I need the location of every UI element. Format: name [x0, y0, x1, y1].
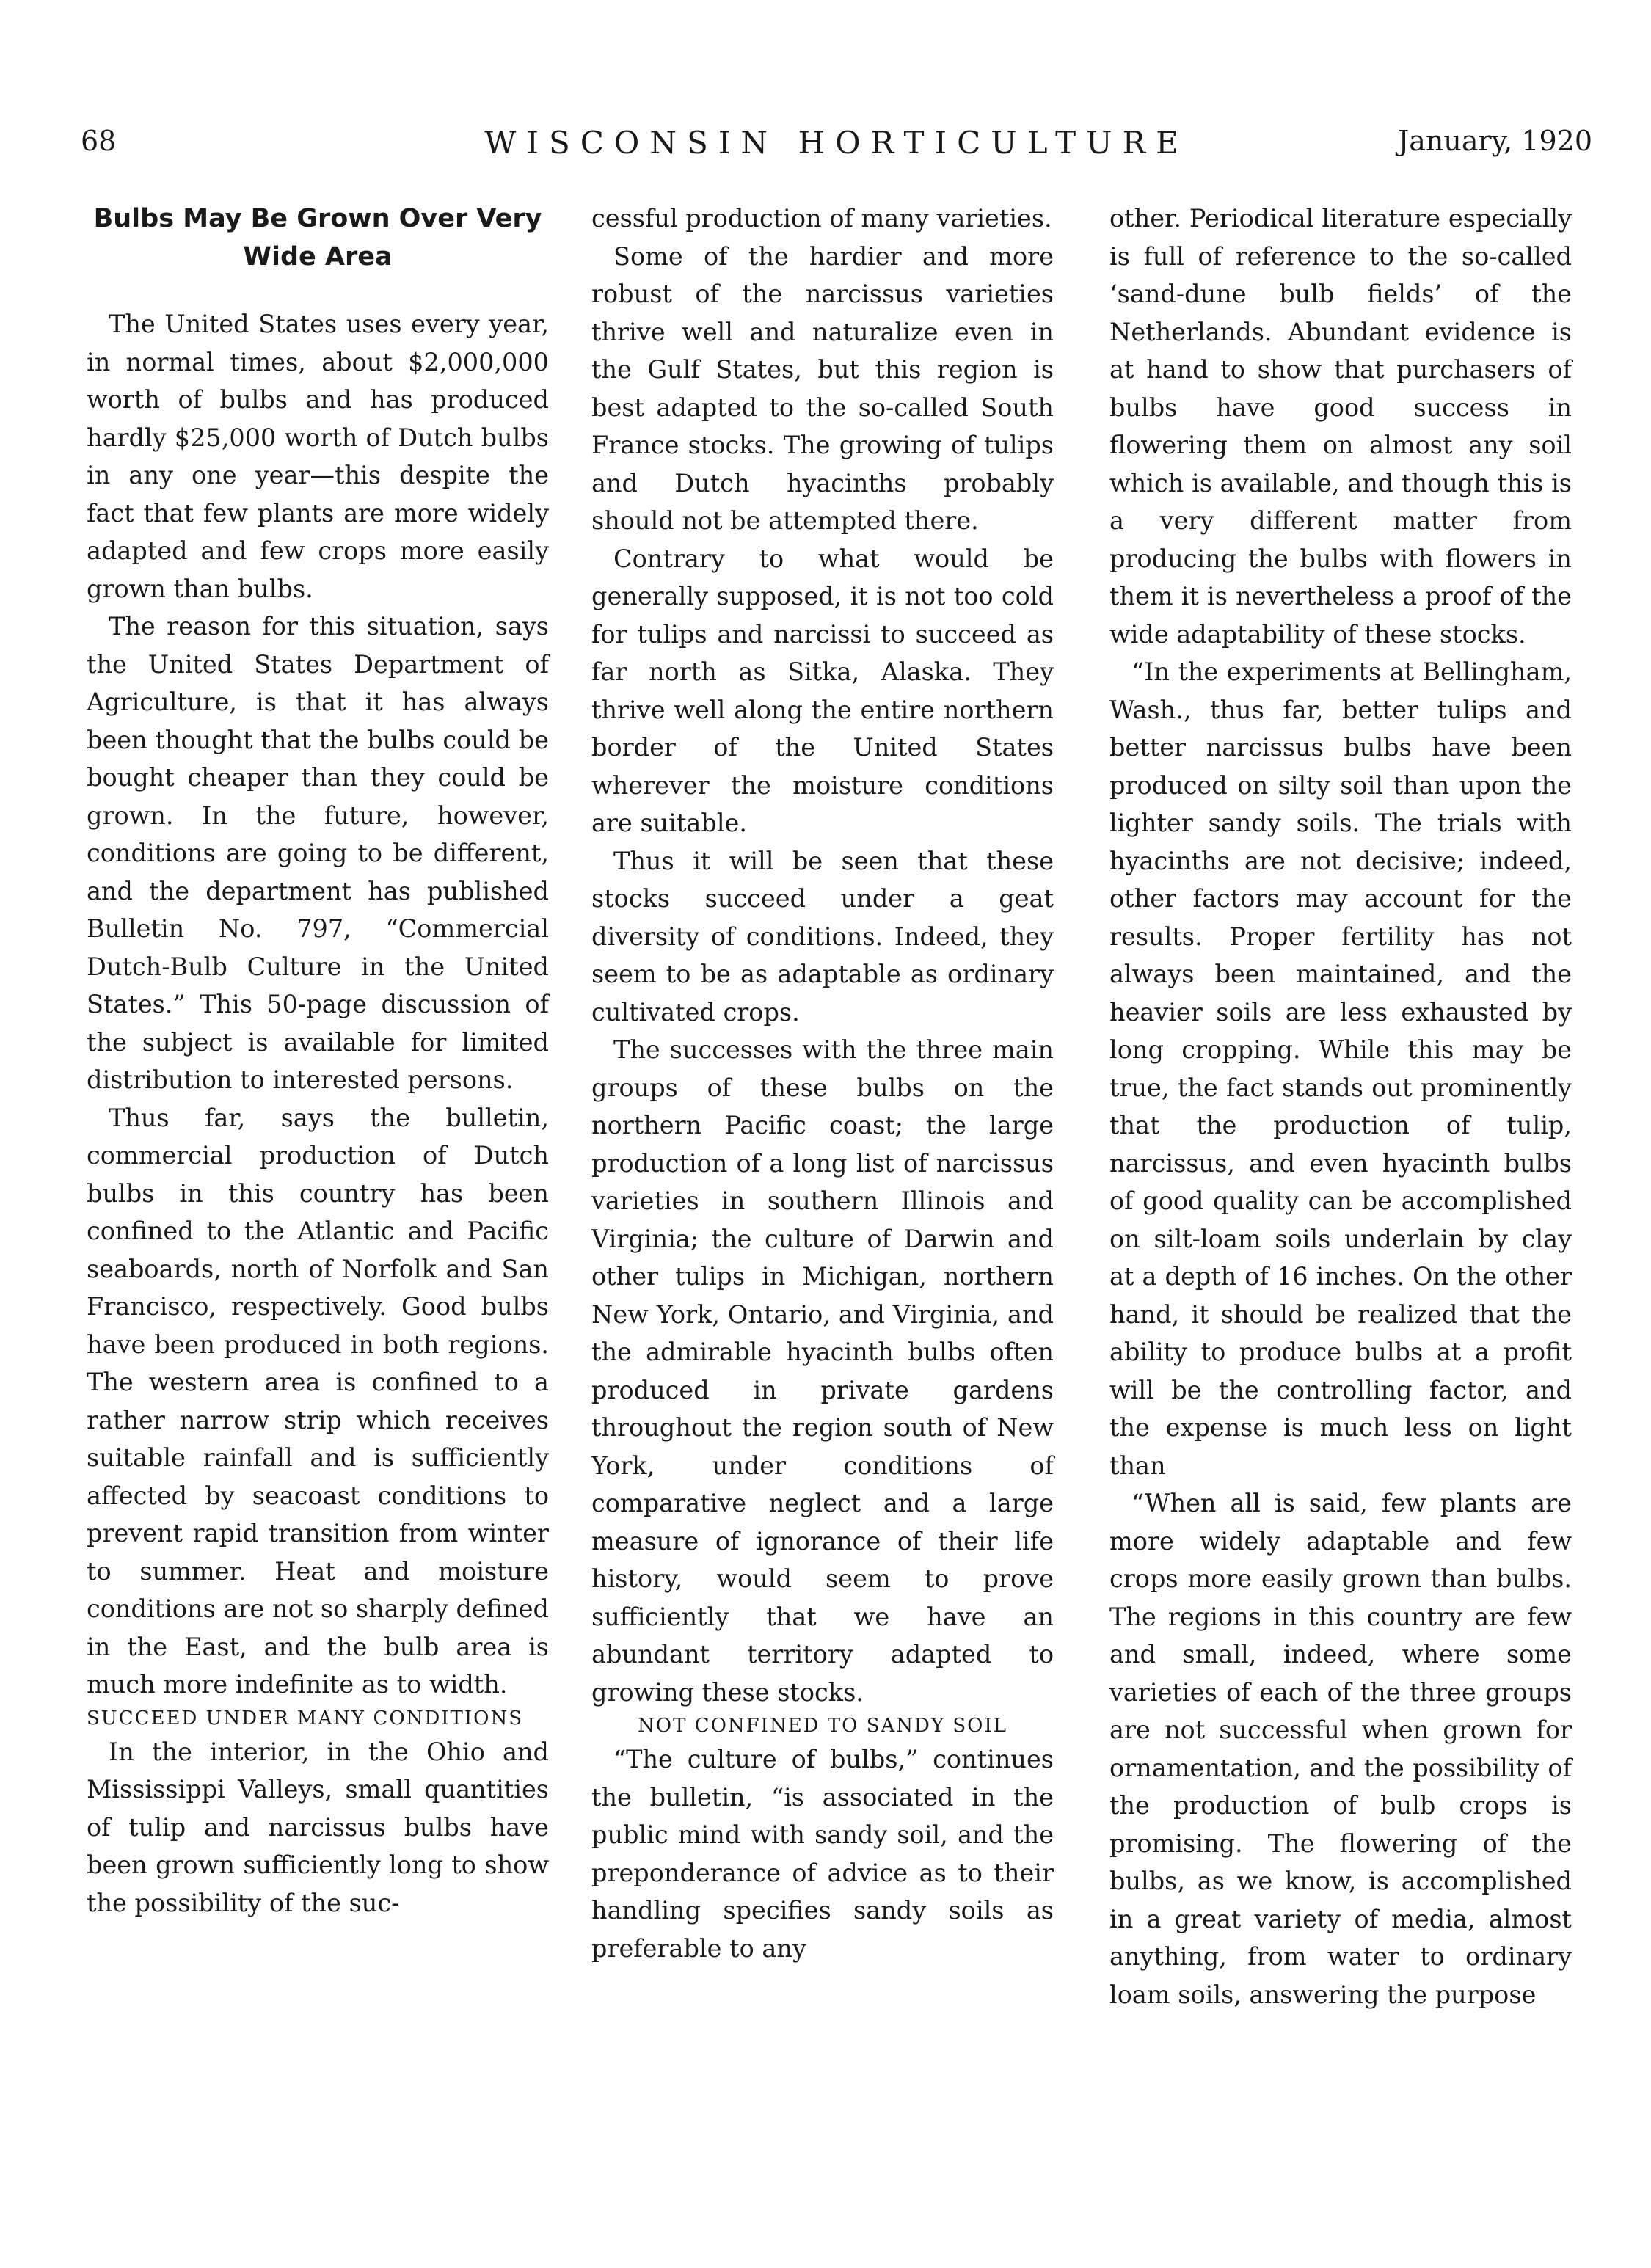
paragraph: “The culture of bulbs,” continues the bulletin, “is associated in the public mind with sandy soil, and the preponderance of advice as to their handling specifies sandy soils as preferable to any: [591, 1745, 1054, 1963]
column-1: [87, 200, 549, 1922]
paragraph: “When all is said, few plants are more widely adaptable and few crops more easily grown than bulbs. The regions in this country are few and small, indeed, where some varieties of each of the three groups are not successful when grown for ornamentation, and the possibility of the production of bulb crops is promising. The flowering of the bulbs, as we know, is accomplished in a great variety of media, almost anything, from water to ordinary loam soils, answering the purpose: [1109, 1489, 1572, 2009]
paragraph: The United States uses every year, in normal times, about $2,000,000 worth of bulbs and has produced hardly $25,000 worth of Dutch bulbs in any one year—this despite the fact that few plants are more widely adapted and few crops more easily grown than bulbs.: [87, 310, 549, 603]
paragraph: Thus it will be seen that these stocks succeed under a geat diversity of conditions. Indeed, they seem to be as adaptable as ordinary cultivated crops.: [591, 846, 1054, 1027]
paragraph: The reason for this situation, says the United States Department of Agriculture, is that it has always been thought that the bulbs could be bought cheaper than they could be grown. In the future, however, conditions are going to be different, and the department has published Bulletin No. 797, “Commercial Dutch-Bulb Culture in the United States.” This 50-page discussion of the subject is available for limited distribution to interested persons.: [87, 612, 549, 1094]
paragraph: In the interior, in the Ohio and Mississippi Valleys, small quantities of tulip and narcissus bulbs have been grown sufficiently long to show the possibility of the suc-: [87, 1737, 549, 1917]
paragraph: cessful production of many varieties.: [591, 204, 1052, 233]
paragraph: The successes with the three main groups of these bulbs on the northern Pacific coast; the large production of a long list of narcissus varieties in southern Illinois and Virginia; the culture of Darwin and other tulips in Michigan, northern New York, Ontario, and Virginia, and the admirable hyacinth bulbs often produced in private gardens throughout the region south of New York, under conditions of comparative neglect and a large measure of ignorance of their life history, would seem to prove sufficiently that we have an abundant territory adapted to growing these stocks.: [591, 1035, 1054, 1707]
article-title: Bulbs May Be Grown Over Very Wide Area: [93, 204, 542, 271]
section-heading: NOT CONFINED TO SANDY SOIL: [638, 1715, 1007, 1737]
page-number: 68: [81, 125, 117, 157]
issue-date: January, 1920: [1398, 125, 1592, 157]
column-3: [1109, 200, 1572, 2013]
paragraph: Some of the hardier and more robust of the narcissus varieties thrive well and naturalize even in the Gulf States, but this region is best adapted to the so-called South France stocks. The growing of tulips and Dutch hyacinths probably should not be attempted there.: [591, 241, 1054, 535]
paragraph: Thus far, says the bulletin, commercial production of Dutch bulbs in this country has been confined to the Atlantic and Pacific seaboards, north of Norfolk and San Francisco, respectively. Good bulbs have been produced in both regions. The western area is confined to a rather narrow strip which receives suitable rainfall and is sufficiently affected by seacoast conditions to prevent rapid transition from winter to summer. Heat and moisture conditions are not so sharply defined in the East, and the bulb area is much more indefinite as to width.: [87, 1103, 549, 1699]
paragraph: other. Periodical literature especially is full of reference to the so-called ‘sand-dune bulb fields’ of the Netherlands. Abundant evidence is at hand to show that purchasers of bulbs have good success in flowering them on almost any soil which is available, and though this is a very different matter from producing the bulbs with flowers in them it is nevertheless a proof of the wide adaptability of these stocks.: [1109, 204, 1572, 649]
paragraph: “In the experiments at Bellingham, Wash., thus far, better tulips and better narcissus bulbs have been produced on silty soil than upon the lighter sandy soils. The trials with hyacinths are not decisive; indeed, other factors may account for the results. Proper fertility has not always been maintained, and the heavier soils are less exhausted by long cropping. While this may be true, the fact stands out prominently that the production of tulip, narcissus, and even hyacinth bulbs of good quality can be accomplished on silt-loam soils underlain by clay at a depth of 16 inches. On the other hand, it should be realized that the ability to produce bulbs at a profit will be the controlling factor, and the expense is much less on light than: [1109, 657, 1572, 1480]
journal-title: WISCONSIN HORTICULTURE: [484, 125, 1189, 161]
section-heading: SUCCEED UNDER MANY CONDITIONS: [87, 1707, 524, 1729]
column-2: [591, 200, 1054, 1967]
page-header: [81, 125, 1592, 169]
paragraph: Contrary to what would be generally supposed, it is not too cold for tulips and narcissi to succeed as far north as Sitka, Alaska. They thrive well along the entire northern border of the United States wherever the moisture conditions are suitable.: [591, 544, 1054, 837]
